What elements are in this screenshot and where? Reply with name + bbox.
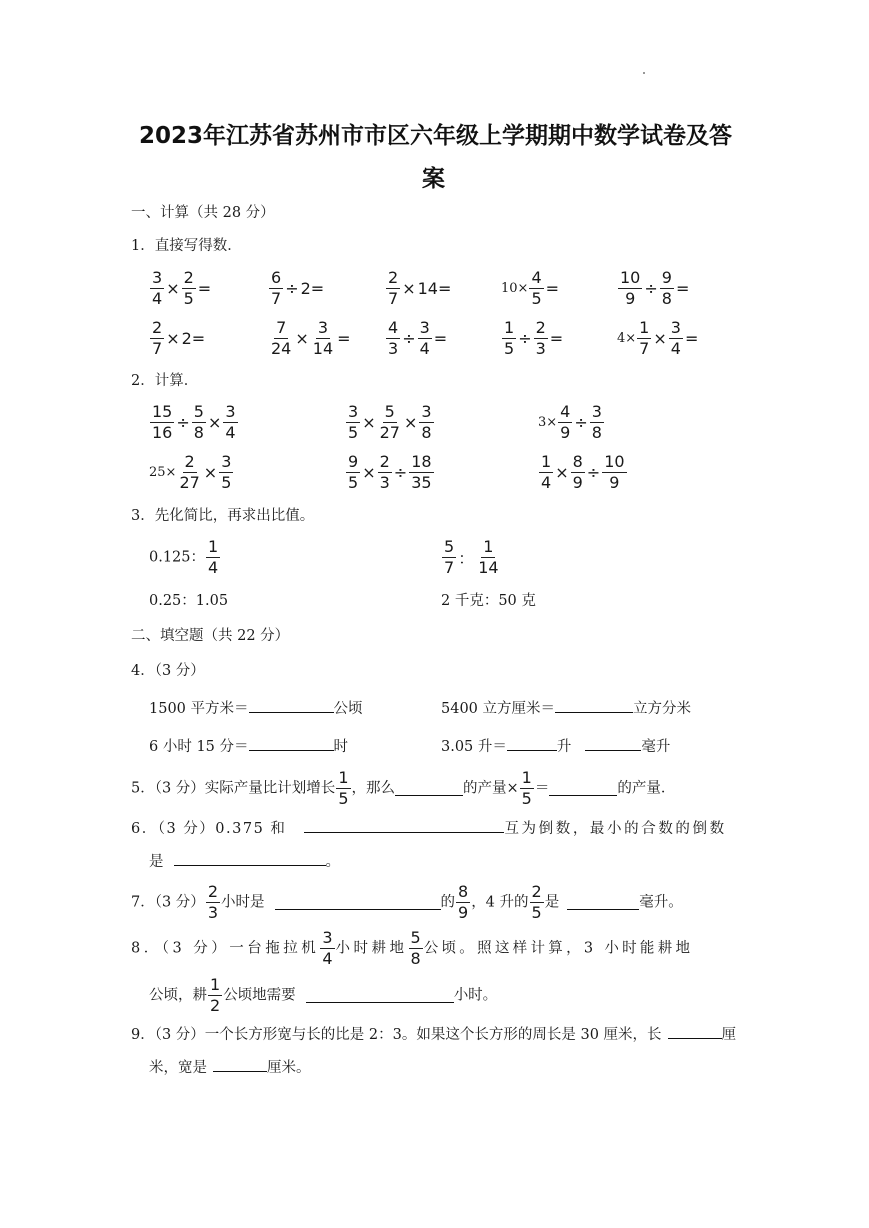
q4-d-blank2[interactable] xyxy=(585,736,641,751)
page-title-line2: 案 xyxy=(422,166,445,192)
q9-blank1[interactable] xyxy=(668,1024,722,1039)
q8-line2: 公顷，耕 $\frac{1}{2}$ 公顷地需要 小时。 xyxy=(149,975,498,1015)
q7-blank1[interactable] xyxy=(275,895,441,910)
page-title-line1: 2023年江苏省苏州市市区六年级上学期期中数学试卷及答 xyxy=(139,123,733,149)
q2-expr6: $\frac{1}{4}$ × $\frac{8}{9}$ ÷ $\frac{10}{9}$ xyxy=(541,452,625,492)
q3-ratio2: $\frac{5}{7}$ ： $\frac{1}{14}$ xyxy=(444,537,499,577)
q9-line1: 9．（3 分）一个长方形宽与长的比是 2：3。如果这个长方形的周长是 30 厘米，长 厘 xyxy=(131,1024,736,1045)
q4-a: 1500 平方米＝ 公顷 xyxy=(149,698,363,719)
q5-blank1[interactable] xyxy=(395,781,463,796)
q2-expr3: 3× $\frac{4}{9}$ ÷ $\frac{3}{8}$ xyxy=(538,402,602,442)
q7-blank2[interactable] xyxy=(567,895,639,910)
q1-r1-item3: $\frac{2}{7}$ × 14= xyxy=(388,268,452,308)
q1-r1-item5: $\frac{10}{9}$ ÷ $\frac{9}{8}$ = xyxy=(620,268,690,308)
q3-ratio4: 2 千克：50 克 xyxy=(441,593,536,609)
q8-line1: 8．（3 分）一台拖拉机 $\frac{3}{4}$ 小时耕地 $\frac{5}{8}$ 公顷。照这样计算，3 小时能耕地 xyxy=(131,928,694,968)
q8-blank[interactable] xyxy=(306,988,454,1003)
q3-ratio1: 0.125： $\frac{1}{4}$ xyxy=(149,537,219,577)
q6-blank2[interactable] xyxy=(174,851,326,866)
q4-c-blank[interactable] xyxy=(249,736,334,751)
q1-label: 1．直接写得数． xyxy=(131,238,242,254)
q6-line1: 6．（3 分）0.375 和 互为倒数，最小的合数的倒数 xyxy=(131,818,727,839)
section1-heading: 一、计算（共 28 分） xyxy=(131,205,275,221)
q2-expr1: $\frac{15}{16}$ ÷ $\frac{5}{8}$ × $\frac{3}{4}$ xyxy=(152,402,236,442)
q6-blank1[interactable] xyxy=(304,818,504,833)
q4-b-blank[interactable] xyxy=(555,698,633,713)
q1-r2-item5: 4× $\frac{1}{7}$ × $\frac{3}{4}$ = xyxy=(617,318,699,358)
q3-ratio3: 0.25：1.05 xyxy=(149,593,229,609)
q1-r1-item2: $\frac{6}{7}$ ÷ 2= xyxy=(271,268,325,308)
q5-blank2[interactable] xyxy=(549,781,617,796)
q1-r2-item4: $\frac{1}{5}$ ÷ $\frac{2}{3}$ = xyxy=(504,318,564,358)
q7: 7．（3 分） $\frac{2}{3}$ 小时是 的 $\frac{8}{9}$ ，4 升的 $\frac{2}{5}$ 是 毫升。 xyxy=(131,882,683,922)
q1-r2-item2: $\frac{7}{24}$ × $\frac{3}{14}$ = xyxy=(271,318,351,358)
q4-c: 6 小时 15 分＝ 时 xyxy=(149,736,348,757)
section2-heading: 二、填空题（共 22 分） xyxy=(131,628,290,644)
q4-label: 4．（3 分） xyxy=(131,663,205,679)
q5: 5．（3 分）实际产量比计划增长 $\frac{1}{5}$ ，那么 的产量× $\frac{1}{5}$ ＝ 的产量． xyxy=(131,768,676,808)
q9-blank2[interactable] xyxy=(213,1057,267,1072)
q4-d-blank1[interactable] xyxy=(507,736,557,751)
q4-d: 3.05 升＝ 升 毫升 xyxy=(441,736,670,757)
q1-r2-item3: $\frac{4}{3}$ ÷ $\frac{3}{4}$ = xyxy=(388,318,448,358)
q2-expr5: $\frac{9}{5}$ × $\frac{2}{3}$ ÷ $\frac{18}{35}$ xyxy=(348,452,432,492)
page-mark xyxy=(643,72,645,74)
q2-label: 2．计算． xyxy=(131,373,199,389)
q2-expr4: 25× $\frac{2}{27}$ × $\frac{3}{5}$ xyxy=(149,452,232,492)
q4-a-blank[interactable] xyxy=(249,698,334,713)
q3-label: 3．先化简比，再求出比值。 xyxy=(131,508,315,524)
q1-r1-item4: 10× $\frac{4}{5}$ = xyxy=(501,268,560,308)
q1-r1-item1: $\frac{3}{4}$ × $\frac{2}{5}$ = xyxy=(152,268,212,308)
q9-line2: 米，宽是 厘米。 xyxy=(149,1057,311,1078)
q2-expr2: $\frac{3}{5}$ × $\frac{5}{27}$ × $\frac{3}{8}$ xyxy=(348,402,432,442)
q4-b: 5400 立方厘米＝ 立方分米 xyxy=(441,698,691,719)
q1-r2-item1: $\frac{2}{7}$ × 2= xyxy=(152,318,206,358)
q6-line2: 是 。 xyxy=(149,851,340,872)
